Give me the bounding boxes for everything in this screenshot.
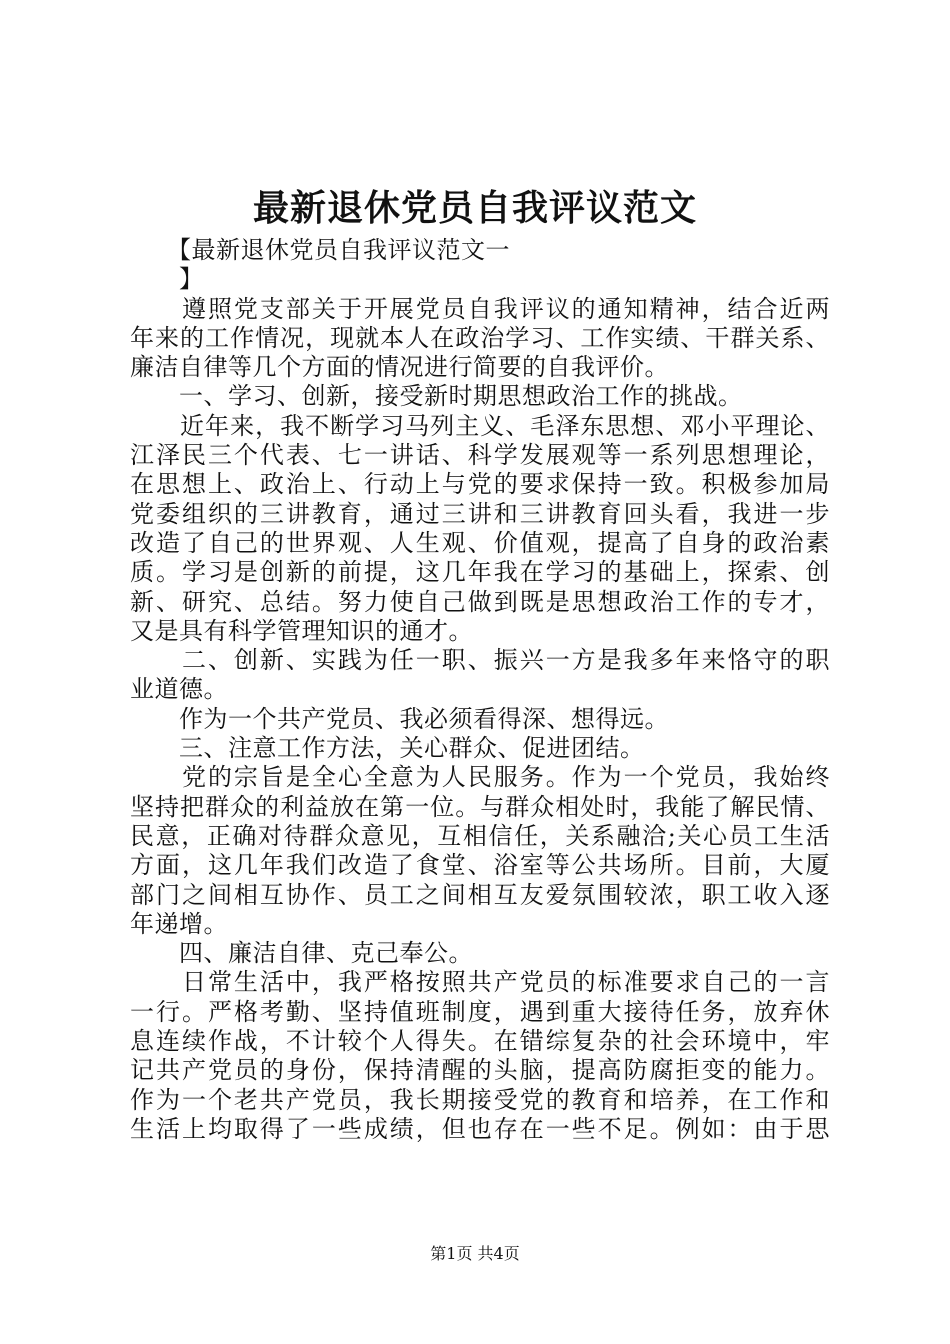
text-line: 部门之间相互协作、员工之间相互友爱氛围较浓，职工收入逐 — [130, 880, 830, 909]
text-line: 作为一个共产党员、我必须看得深、想得远。 — [130, 704, 669, 733]
text-line: 作为一个老共产党员，我长期接受党的教育和培养，在工作和 — [130, 1085, 830, 1114]
text-line: 廉洁自律等几个方面的情况进行简要的自我评价。 — [130, 353, 669, 382]
text-line: 四、廉洁自律、克己奉公。 — [130, 939, 473, 968]
document-body — [130, 236, 830, 1144]
text-line: 二、创新、实践为任一职、振兴一方是我多年来恪守的职 — [130, 646, 830, 675]
text-line: 在思想上、政治上、行动上与党的要求保持一致。积极参加局 — [130, 470, 830, 499]
text-line: 党的宗旨是全心全意为人民服务。作为一个党员，我始终 — [130, 763, 830, 792]
text-line: 改造了自己的世界观、人生观、价值观，提高了自身的政治素 — [130, 528, 830, 557]
text-line: 方面，这几年我们改造了食堂、浴室等公共场所。目前，大厦 — [130, 851, 830, 880]
text-line: 】 — [130, 265, 204, 294]
text-line: 一行。严格考勤、坚持值班制度，遇到重大接待任务，放弃休 — [130, 997, 830, 1026]
text-line: 记共产党员的身份，保持清醒的头脑，提高防腐拒变的能力。 — [130, 1056, 830, 1085]
text-line: 民意，正确对待群众意见，互相信任，关系融洽;关心员工生活 — [130, 821, 830, 850]
text-line: 日常生活中，我严格按照共产党员的标准要求自己的一言 — [130, 968, 830, 997]
text-line: 党委组织的三讲教育，通过三讲和三讲教育回头看，我进一步 — [130, 499, 830, 528]
document-title: 最新退休党员自我评议范文 — [252, 187, 697, 229]
text-line: 近年来，我不断学习马列主义、毛泽东思想、邓小平理论、 — [130, 411, 830, 440]
text-line: 坚持把群众的利益放在第一位。与群众相处时，我能了解民情、 — [130, 792, 830, 821]
text-line: 新、研究、总结。努力使自己做到既是思想政治工作的专才， — [130, 587, 830, 616]
text-line: 年递增。 — [130, 909, 228, 938]
text-line: 年来的工作情况，现就本人在政治学习、工作实绩、干群关系、 — [130, 323, 830, 352]
text-line: 一、学习、创新，接受新时期思想政治工作的挑战。 — [130, 382, 743, 411]
text-line: 三、注意工作方法，关心群众、促进团结。 — [130, 734, 645, 763]
text-line: 生活上均取得了一些成绩，但也存在一些不足。例如：由于思 — [130, 1114, 830, 1143]
text-line: 江泽民三个代表、七一讲话、科学发展观等一系列思想理论， — [130, 441, 830, 470]
text-line: 质。学习是创新的前提，这几年我在学习的基础上，探索、创 — [130, 558, 830, 587]
text-line: 又是具有科学管理知识的通才。 — [130, 616, 473, 645]
text-line: 业道德。 — [130, 675, 228, 704]
page-footer: 第1页 共4页 — [430, 1244, 520, 1263]
text-line: 遵照党支部关于开展党员自我评议的通知精神，结合近两 — [130, 294, 830, 323]
text-line: 息连续作战，不计较个人得失。在错综复杂的社会环境中，牢 — [130, 1027, 830, 1056]
text-line: 【最新退休党员自我评议范文一 — [130, 236, 510, 264]
